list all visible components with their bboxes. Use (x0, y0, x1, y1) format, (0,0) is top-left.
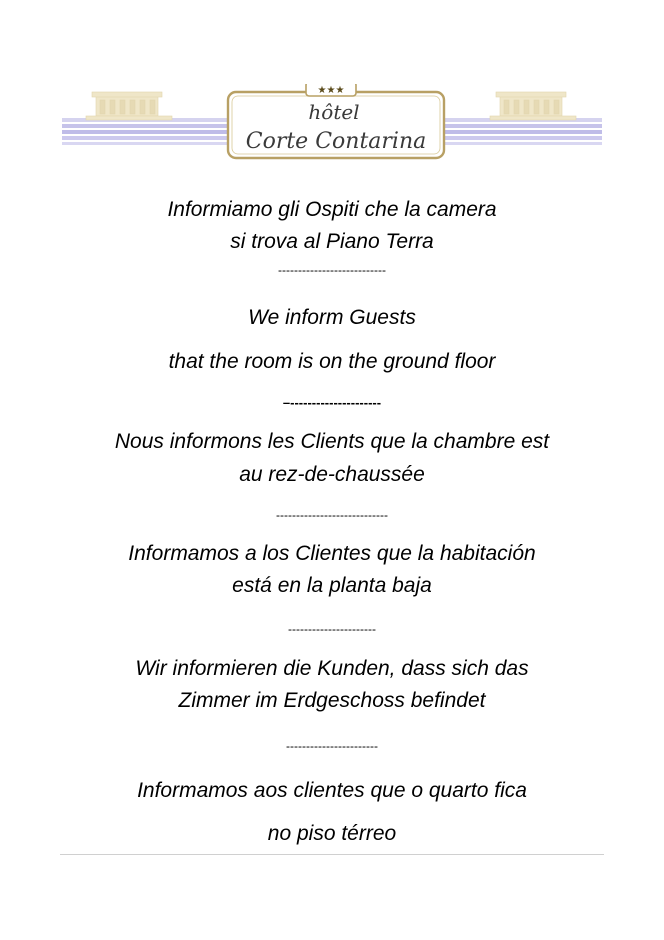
right-stripes-decoration (432, 118, 602, 145)
left-stripes-decoration (62, 118, 232, 145)
italian-line-2: si trova al Piano Terra (230, 230, 434, 253)
french-line-1: Nous informons les Clients que la chambre est (114, 430, 550, 453)
hotel-logo (62, 84, 602, 160)
separator-5: ----------------------- (286, 739, 378, 753)
portuguese-line-2: no piso térreo (267, 822, 397, 845)
german-line-1: Wir informieren die Kunden, dass sich das (135, 657, 529, 680)
separator-2: –--------------------- (282, 395, 382, 410)
english-line-1: We inform Guests (248, 306, 416, 329)
spanish-line-1: Informamos a los Clientes que la habitación (128, 542, 536, 565)
french-line-2: au rez-de-chaussée (239, 463, 425, 486)
spanish-line-2: está en la planta baja (232, 574, 432, 597)
portuguese-line-1: Informamos aos clientes que o quarto fica (137, 779, 527, 802)
stars-badge (306, 84, 356, 96)
left-building-icon (86, 92, 172, 120)
german-line-2: Zimmer im Erdgeschoss befindet (178, 689, 486, 712)
bottom-divider (60, 854, 604, 855)
english-line-2: that the room is on the ground floor (168, 350, 496, 373)
right-building-icon (490, 92, 576, 120)
separator-4: ---------------------- (288, 622, 376, 636)
logo-hotel-text: hôtel (308, 100, 360, 124)
italian-line-1: Informiamo gli Ospiti che la camera (167, 198, 497, 221)
stars-text: ★★★ (317, 85, 345, 96)
hotel-banner (62, 84, 602, 160)
logo-name-text: Corte Contarina (245, 129, 427, 154)
separator-1: --------------------------- (278, 263, 386, 277)
separator-3: ---------------------------- (276, 508, 388, 522)
